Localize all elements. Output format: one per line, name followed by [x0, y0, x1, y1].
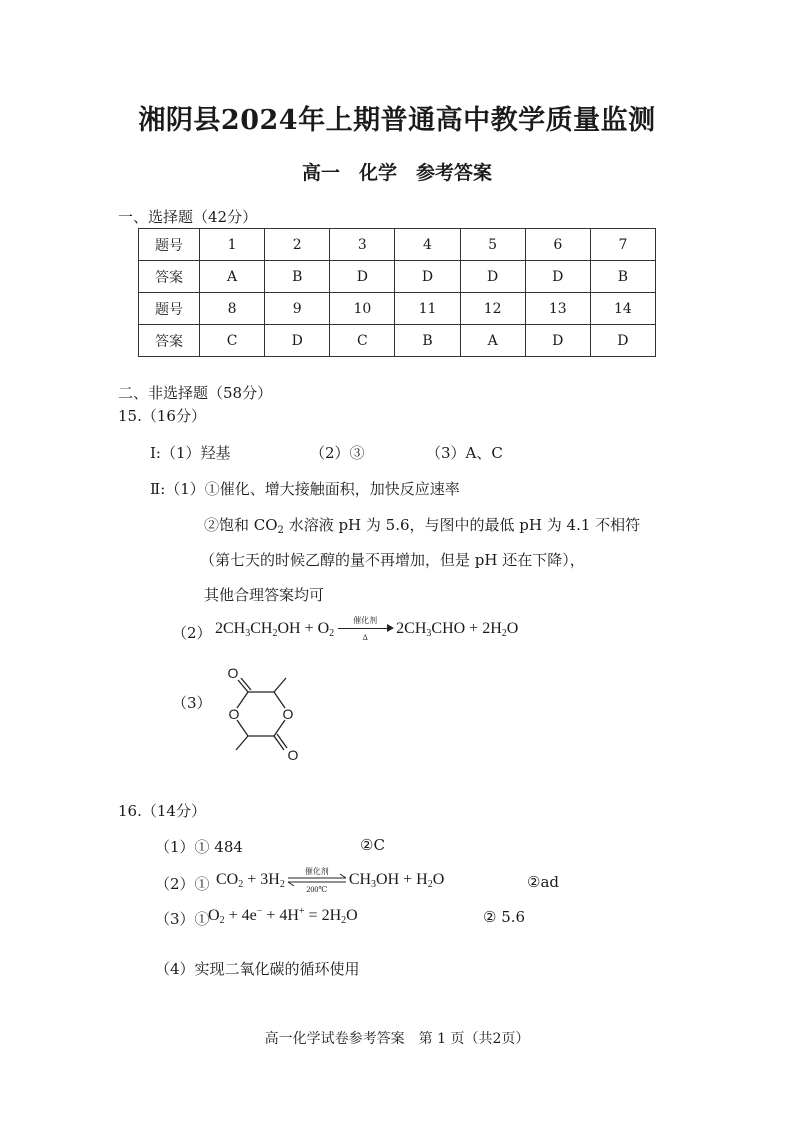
table-cell: D: [395, 261, 460, 293]
table-cell: D: [525, 325, 590, 357]
q16-answer2-label: （2）①: [155, 875, 210, 893]
q16-answer1: （1）① 484: [155, 838, 243, 856]
table-cell: 1: [200, 229, 265, 261]
page-footer: 高一化学试卷参考答案 第 1 页（共2页）: [264, 1031, 530, 1047]
table-cell: B: [395, 325, 460, 357]
answer-table: [138, 228, 656, 357]
table-row: [139, 261, 656, 293]
q15-part1-answer3: （3）A、C: [426, 444, 503, 462]
table-row: [139, 325, 656, 357]
table-cell: 3: [330, 229, 395, 261]
table-cell: D: [330, 261, 395, 293]
table-cell: D: [460, 261, 525, 293]
q15-part2-answer3-label: （3）: [172, 694, 212, 712]
table-cell: 9: [265, 293, 330, 325]
q15-part2-answer1: Ⅱ:（1）①催化、增大接触面积，加快反应速率: [150, 480, 460, 498]
q15-part2-answer1d: 其他合理答案均可: [204, 586, 325, 604]
q16-answer1b: ②C: [360, 836, 385, 854]
table-cell: 13: [525, 293, 590, 325]
lactide-structure-diagram: [210, 656, 320, 766]
table-cell: 答案: [139, 325, 200, 357]
table-cell: 2: [265, 229, 330, 261]
table-cell: D: [525, 261, 590, 293]
table-cell: 14: [590, 293, 655, 325]
q15-part1-answer1: Ⅰ:（1）羟基: [150, 444, 231, 462]
table-cell: 12: [460, 293, 525, 325]
table-cell: 5: [460, 229, 525, 261]
oxygen-label: O: [282, 706, 294, 722]
table-cell: 11: [395, 293, 460, 325]
table-cell: A: [460, 325, 525, 357]
oxygen-label: O: [227, 665, 239, 681]
table-cell: A: [200, 261, 265, 293]
table-cell: B: [590, 261, 655, 293]
table-cell: C: [200, 325, 265, 357]
reaction-arrow-icon: 催化剂 Δ: [336, 621, 394, 637]
table-cell: 8: [200, 293, 265, 325]
table-cell: C: [330, 325, 395, 357]
table-cell: 题号: [139, 229, 200, 261]
page-title: 湘阴县2024年上期普通高中教学质量监测: [138, 105, 656, 136]
section-choice-heading: 一、选择题（42分）: [118, 208, 258, 226]
page-subtitle: 高一 化学 参考答案: [301, 162, 492, 184]
q16-equation-methanol-synthesis: $CO_2 + 3H_2$ 催化剂 200℃ $CH_3OH + H_2O$: [216, 867, 445, 895]
table-cell: D: [265, 325, 330, 357]
table-cell: 10: [330, 293, 395, 325]
table-cell: 题号: [139, 293, 200, 325]
q15-part1-answer2: （2）③: [310, 444, 365, 462]
q15-part2-answer1b: ②饱和 $CO_2$ 水溶液 pH 为 5.6，与图中的最低 pH 为 4.1 不相符: [204, 516, 641, 536]
equilibrium-arrow-icon: 催化剂 200℃: [286, 872, 348, 888]
table-cell: D: [590, 325, 655, 357]
oxygen-label: O: [228, 706, 240, 722]
table-cell: 7: [590, 229, 655, 261]
q15-header: 15.（16分）: [118, 407, 206, 425]
q16-answer2b: ②ad: [527, 873, 559, 891]
table-cell: 答案: [139, 261, 200, 293]
table-row: [139, 229, 656, 261]
table-cell: 6: [525, 229, 590, 261]
section-nonchoice-heading: 二、非选择题（58分）: [118, 384, 273, 402]
table-row: [139, 293, 656, 325]
q16-answer4: （4）实现二氧化碳的循环使用: [155, 960, 360, 978]
oxygen-label: O: [287, 747, 299, 763]
table-cell: B: [265, 261, 330, 293]
q16-header: 16.（14分）: [118, 802, 206, 820]
q16-equation-cathode: $O_2 + 4e^- + 4H^+ = 2H_2O$: [208, 906, 358, 926]
q15-equation-ethanol-oxidation: $2CH_3CH_2OH + O_2$ 催化剂 Δ $2CH_3CHO + 2H_2O$: [215, 616, 519, 643]
q15-part2-answer2-label: （2）: [172, 624, 212, 642]
q15-part2-answer1c: （第七天的时候乙醇的量不再增加，但是 pH 还在下降），: [200, 551, 585, 569]
q16-answer3-label: （3）①: [155, 910, 210, 928]
table-cell: 4: [395, 229, 460, 261]
q16-answer3b: ② 5.6: [483, 908, 526, 926]
